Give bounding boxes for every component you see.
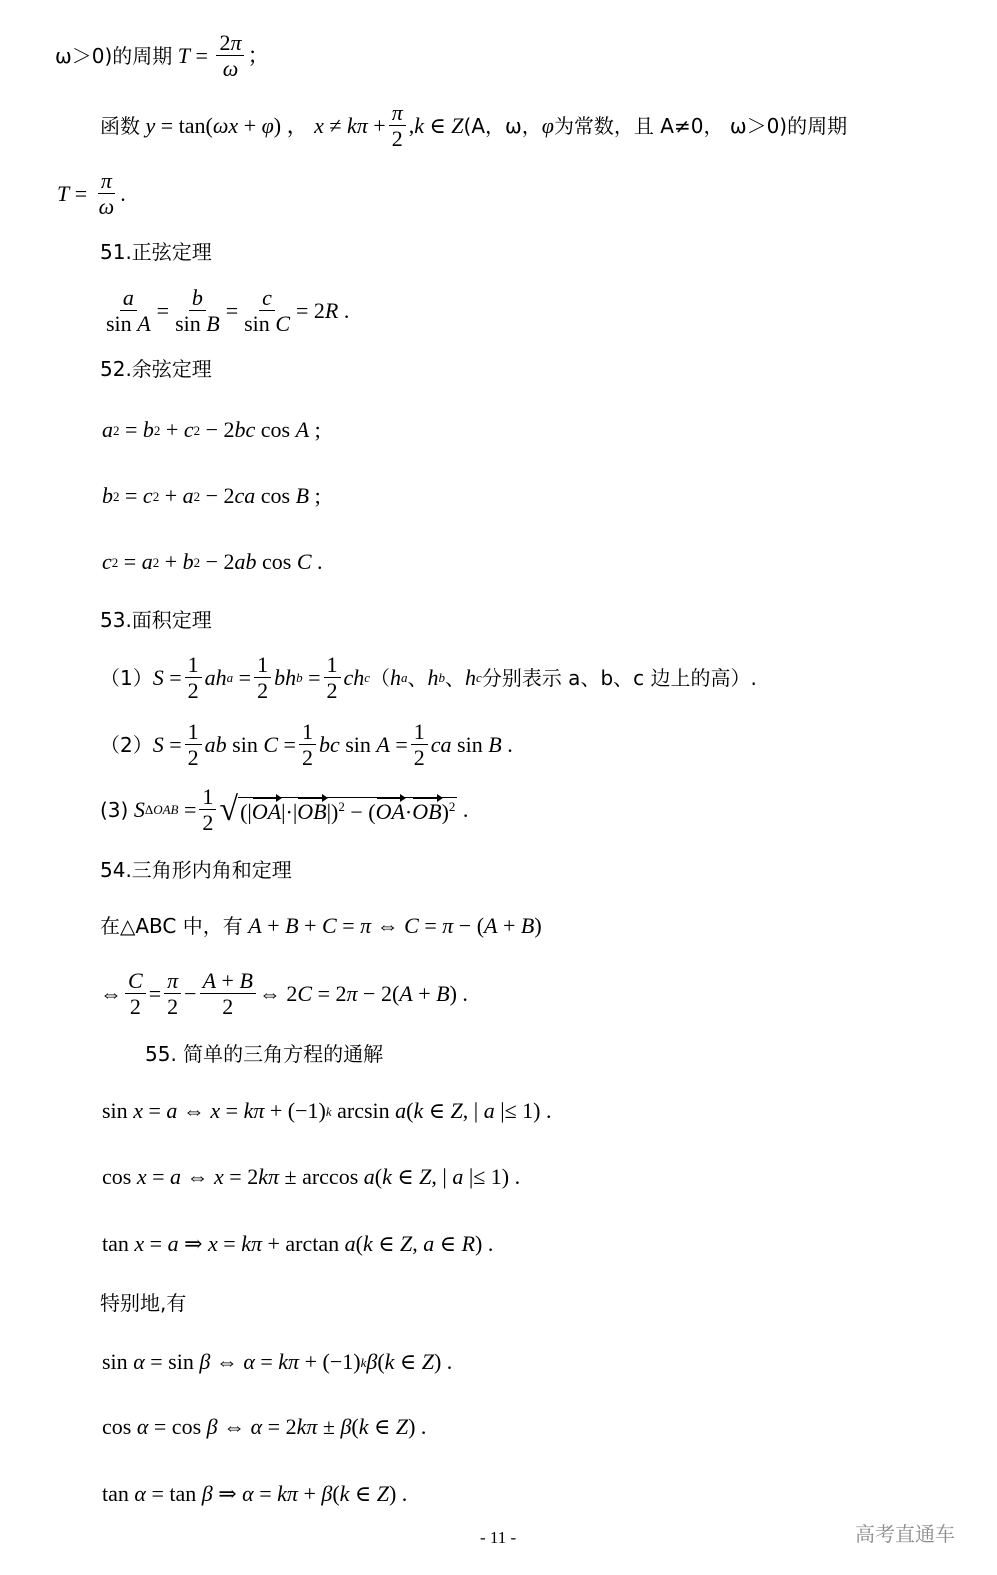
formula-angle-sum-1: 在△ABC 中，有 A + B + C = π ⇔ C = π − ( A + B ) bbox=[100, 913, 542, 938]
heading-53: 53.面积定理 bbox=[100, 608, 212, 632]
formula-area-3: (3) S ΔOAB = $\frac{1}{2}$ √ $(|OA|\cdot|OB|)^2 - (OA\cdot OB)^2$ . bbox=[100, 784, 469, 836]
formula-angle-sum-2: ⇔ $\frac{C}{2}$ = $\frac{\pi}{2}$ − $\frac{A + B}{2}$ ⇔ 2 C = 2 π − 2( A + B ) . bbox=[100, 968, 468, 1020]
formula-line-period-sin: ω＞0)的周期 T = $\frac{2\pi}{\omega}$ ； bbox=[55, 30, 270, 82]
formula-cosine-law-a: a 2 = b 2 + c 2 − 2 bc cos A ; bbox=[102, 417, 321, 442]
text-period-tail: 为常数，且 A≠0， ω＞0)的周期 bbox=[553, 113, 848, 138]
formula-general-tan: tan x = a ⇒ x = kπ + arctan a ( k ∈ Z , a ∈ R ) . bbox=[102, 1231, 494, 1256]
formula-line-tan-function: 函数 y = tan( ωx + φ ) ， x ≠ kπ + $\frac{\pi}{2}$ , k ∈ Z (A，ω， φ 为常数，且 A≠0， ω＞0)的周期 bbox=[100, 100, 848, 152]
square-root: √ $(|OA|\cdot|OB|)^2 - (OA\cdot OB)^2$ bbox=[219, 790, 456, 828]
heading-54: 54.三角形内角和定理 bbox=[100, 858, 292, 882]
formula-special-tan: tan α = tan β ⇒ α = kπ + β ( k ∈ Z ) . bbox=[102, 1481, 408, 1506]
text-function: 函数 bbox=[100, 113, 140, 138]
fraction: $\frac{2\pi}{\omega}$ bbox=[216, 30, 244, 82]
text-specially: 特别地,有 bbox=[100, 1291, 187, 1315]
formula-area-1: （1） S = $\frac{1}{2}$ ah a = $\frac{1}{2}$ bh b = $\frac{1}{2}$ ch c （ h a 、 h b 、 h c 分别表示 a、b、c 边上的高）. bbox=[100, 652, 757, 704]
formula-special-sin: sin α = sin β ⇔ α = kπ + (−1) k β ( k ∈ Z ) . bbox=[102, 1349, 453, 1374]
formula-cosine-law-c: c 2 = a 2 + b 2 − 2 ab cos C . bbox=[102, 549, 323, 574]
fraction: $\frac{\pi}{2}$ bbox=[389, 100, 406, 152]
formula-general-sin: sin x = a ⇔ x = kπ + (−1) k arcsin a ( k ∈ Z , | a |≤ 1) . bbox=[102, 1098, 552, 1123]
heading-51: 51.正弦定理 bbox=[100, 240, 212, 264]
page-number: - 11 - bbox=[480, 1528, 517, 1547]
formula-cosine-law-b: b 2 = c 2 + a 2 − 2 ca cos B ; bbox=[102, 483, 321, 508]
text-period-intro: ω＞0)的周期 bbox=[55, 43, 173, 68]
formula-special-cos: cos α = cos β ⇔ α = 2 kπ ± β ( k ∈ Z ) . bbox=[102, 1414, 427, 1439]
heading-55: 55. 简单的三角方程的通解 bbox=[145, 1042, 384, 1066]
text-constants: (A，ω， bbox=[463, 113, 542, 138]
formula-sine-law: $\frac{a}{\text{sin A}}$ = $\frac{b}{\text{sin B}}$ = $\frac{c}{\text{sin C}}$ = 2R . bbox=[106, 285, 350, 337]
watermark: 高考直通车 bbox=[855, 1522, 955, 1546]
text-heights-note: 分别表示 a、b、c 边上的高）. bbox=[481, 665, 757, 690]
heading-52: 52.余弦定理 bbox=[100, 357, 212, 381]
formula-area-2: （2） S = $\frac{1}{2}$ ab sin C = $\frac{1}{2}$ bc sin A = $\frac{1}{2}$ ca sin B . bbox=[100, 719, 513, 771]
fraction: $\frac{\pi}{\omega}$ bbox=[98, 168, 115, 220]
formula-general-cos: cos x = a ⇔ x = 2 kπ ± arccos a ( k ∈ Z , | a |≤ 1) . bbox=[102, 1164, 521, 1189]
formula-line-period-tan: T = $\frac{\pi}{\omega}$ . bbox=[57, 168, 126, 220]
